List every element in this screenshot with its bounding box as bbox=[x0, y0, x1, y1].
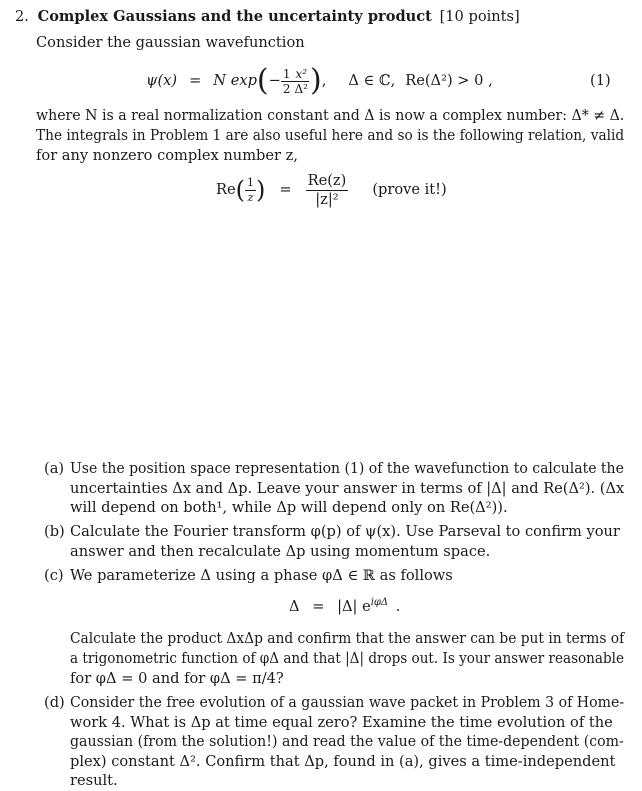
part-d-line1: Consider the free evolution of a gaussian wave packet in Problem 3 of Home- bbox=[70, 694, 625, 711]
problem-header bbox=[15, 7, 520, 27]
eq2-re: Re bbox=[216, 181, 236, 198]
part-c-line2: Calculate the product ΔxΔp and confirm that the answer can be put in terms of bbox=[70, 630, 625, 647]
problem-points: [10 points] bbox=[439, 8, 520, 25]
part-c-eq-lhs: Δ bbox=[289, 598, 300, 615]
part-a-line1: Use the position space representation (1) of the wavefunction to calculate the bbox=[70, 460, 624, 477]
eq2-equals: = bbox=[279, 181, 292, 198]
part-c-eq-rhs: |Δ| e bbox=[337, 598, 371, 615]
para1-line2: The integrals in Problem 1 are also useful here and so is the following relation, valid bbox=[36, 127, 625, 144]
eq2-right-paren: ) bbox=[256, 176, 266, 204]
part-b-line1: Calculate the Fourier transform φ(p) of ψ(x). Use Parseval to confirm your bbox=[70, 523, 620, 540]
eq1-frac-half: $\frac{1}{2}$ bbox=[282, 66, 291, 96]
part-c-line1: We parameterize Δ using a phase φΔ ∈ ℝ as follows bbox=[70, 567, 453, 584]
part-c-eq-sup: iφΔ bbox=[370, 597, 389, 609]
eq1-n-exp: N exp bbox=[213, 72, 257, 89]
intro-text: Consider the gaussian wavefunction bbox=[36, 34, 305, 51]
part-c-eq-mid: = bbox=[312, 598, 325, 615]
part-d-line4: plex) constant Δ². Confirm that Δp, found in (a), gives a time-independent bbox=[70, 753, 616, 770]
eq1-label: (1) bbox=[590, 72, 611, 89]
eq1-cond2: Re(Δ²) > 0 , bbox=[405, 72, 493, 89]
part-d-label: (d) bbox=[44, 694, 65, 711]
part-b-line2: answer and then recalculate Δp using momentum space. bbox=[70, 543, 491, 560]
part-b-label: (b) bbox=[44, 523, 65, 540]
eq2-frac-one-z: $\frac{1}{z}$ bbox=[247, 175, 254, 204]
part-c-label: (c) bbox=[44, 567, 64, 584]
part-d-line3: gaussian (from the solution!) and read the value of the time-dependent (com- bbox=[70, 733, 624, 750]
eq2-left-paren: ( bbox=[235, 176, 245, 204]
problem-number: 2. bbox=[15, 8, 29, 25]
part-a-line3: will depend on both¹, while Δp will depend only on Re(Δ²)). bbox=[70, 499, 508, 516]
eq1-frac-x-delta: $\frac{\text{x²}}{\text{Δ²}}$ bbox=[294, 66, 308, 96]
part-c-eq-end: . bbox=[395, 598, 401, 615]
eq1-left-paren: ( bbox=[256, 63, 269, 98]
eq1-minus: − bbox=[268, 72, 281, 89]
para1-line3: for any nonzero complex number z, bbox=[36, 147, 298, 164]
part-c-equation bbox=[289, 597, 400, 617]
part-c-line3: a trigonometric function of φΔ and that |Δ| drops out. Is your answer reasonable bbox=[70, 650, 625, 667]
part-c-line4: for φΔ = 0 and for φΔ = π/4? bbox=[70, 670, 284, 687]
part-d-line2: work 4. What is Δp at time equal zero? Examine the time evolution of the bbox=[70, 714, 613, 731]
eq1-right-paren: ) bbox=[310, 63, 322, 98]
eq2-frac-rez: $\frac{Re(z)}{\text{|z|²}}$ bbox=[307, 171, 347, 208]
para1-line1: where N is a real normalization constant and Δ is now a complex number: Δ* ≠ Δ. bbox=[36, 107, 625, 124]
problem-title: Complex Gaussians and the uncertainty product bbox=[37, 8, 432, 25]
part-a-label: (a) bbox=[44, 460, 65, 477]
equation-2 bbox=[216, 172, 447, 208]
eq1-cond1: Δ ∈ ℂ, bbox=[348, 72, 396, 89]
equation-1 bbox=[146, 64, 493, 98]
part-d-line5: result. bbox=[70, 772, 118, 789]
eq1-lhs: ψ(x) bbox=[146, 72, 178, 89]
part-a-line2: uncertainties Δx and Δp. Leave your answer in terms of |Δ| and Re(Δ²). (Δx bbox=[70, 480, 625, 497]
eq1-comma: , bbox=[321, 72, 327, 89]
eq1-equals: = bbox=[189, 72, 202, 89]
eq2-note: (prove it!) bbox=[372, 181, 447, 198]
